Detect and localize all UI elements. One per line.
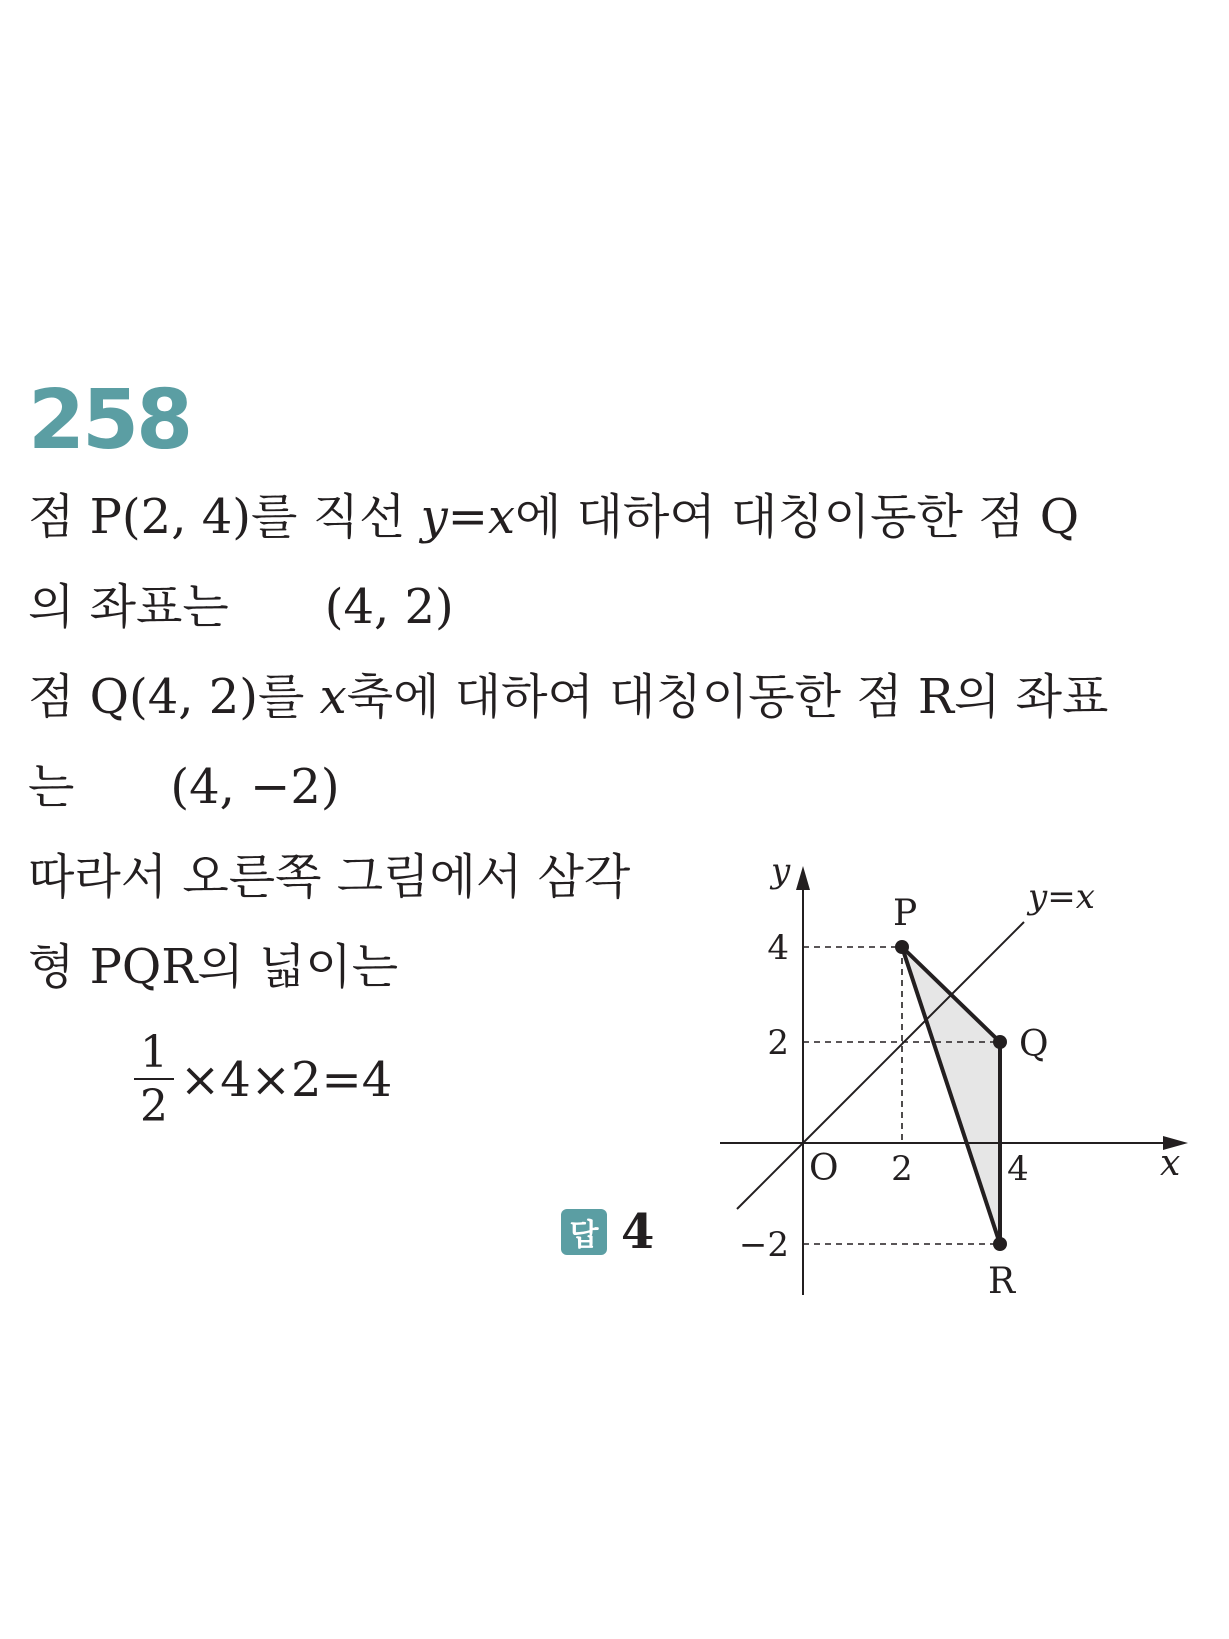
y-tick-4: 4 bbox=[767, 928, 789, 968]
line-label-x: x bbox=[1075, 877, 1095, 917]
line2-answer: (4, 2) bbox=[324, 579, 454, 635]
x-tick-4: 4 bbox=[1007, 1149, 1029, 1189]
answer-value: 4 bbox=[621, 1204, 655, 1260]
problem-number: 258 bbox=[28, 373, 191, 468]
point-q-label: Q bbox=[1019, 1024, 1049, 1065]
y-tick-neg2: −2 bbox=[738, 1225, 789, 1265]
answer-badge: 답 bbox=[561, 1209, 607, 1255]
line1-x: x bbox=[487, 489, 516, 545]
line3-x: x bbox=[319, 669, 347, 725]
solution-line-6: 형 PQR의 넓이는 bbox=[28, 939, 399, 995]
line-y-equals-x-label bbox=[1026, 877, 1095, 917]
fraction-denominator: 2 bbox=[140, 1081, 168, 1133]
origin-label: O bbox=[809, 1148, 839, 1189]
line4-text: 는 bbox=[28, 759, 75, 815]
line3-post: 축에 대하여 대칭이동한 점 R의 좌표 bbox=[346, 669, 1109, 725]
line-label-eq: = bbox=[1047, 877, 1076, 917]
y-tick-2: 2 bbox=[767, 1023, 789, 1063]
x-axis-label: x bbox=[1160, 1143, 1181, 1184]
line1-eq: = bbox=[447, 489, 488, 545]
point-r-marker bbox=[993, 1237, 1007, 1251]
fraction-numerator: 1 bbox=[134, 1030, 174, 1080]
line1-post: 에 대하여 대칭이동한 점 Q bbox=[515, 489, 1080, 545]
line1-pre: 점 P(2, 4)를 직선 bbox=[28, 489, 421, 545]
x-tick-2: 2 bbox=[891, 1149, 913, 1189]
formula-rest: ×4×2=4 bbox=[180, 1052, 393, 1109]
point-p-label: P bbox=[893, 893, 918, 934]
line3-pre: 점 Q(4, 2)를 bbox=[28, 669, 320, 725]
line-label-y: y bbox=[1028, 877, 1048, 917]
point-q-marker bbox=[993, 1035, 1007, 1049]
point-r-label: R bbox=[988, 1261, 1016, 1302]
line1-y: y bbox=[420, 489, 448, 545]
solution-line-5: 따라서 오른쪽 그림에서 삼각 bbox=[28, 849, 631, 905]
y-axis-arrow bbox=[796, 866, 810, 890]
y-axis-label: y bbox=[771, 851, 791, 891]
line2-text: 의 좌표는 bbox=[28, 579, 229, 635]
line4-answer: (4, −2) bbox=[170, 759, 340, 815]
point-p-marker bbox=[895, 940, 909, 954]
